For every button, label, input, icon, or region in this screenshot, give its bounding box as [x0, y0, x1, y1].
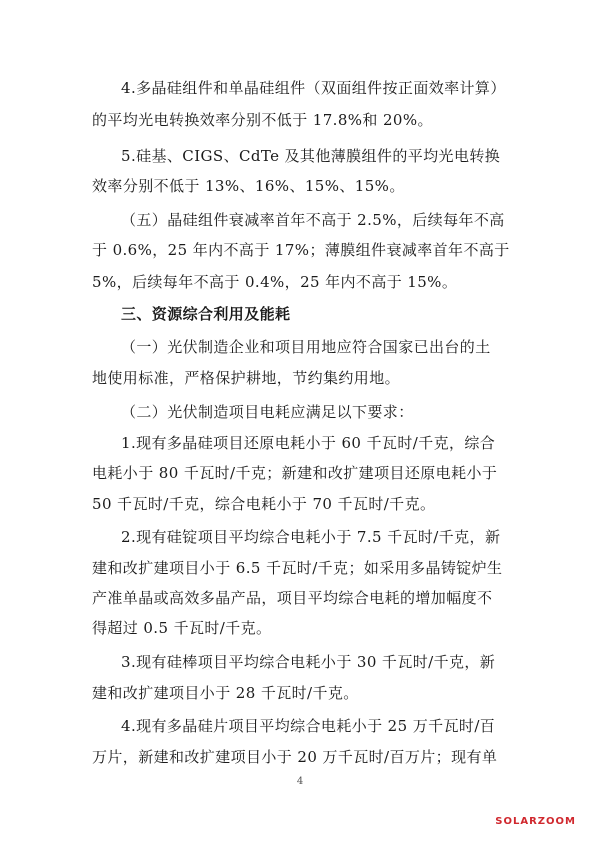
body-line: 3.现有硅棒项目平均综合电耗小于 30 千瓦时/千克，新 — [121, 653, 496, 671]
body-line: 于 0.6%，25 年内不高于 17%；薄膜组件衰减率首年不高于 — [92, 241, 510, 259]
body-line: 得超过 0.5 千瓦时/千克。 — [92, 619, 272, 637]
body-line: 效率分别不低于 13%、16%、15%、15%。 — [92, 177, 405, 195]
body-line: 2.现有硅锭项目平均综合电耗小于 7.5 千瓦时/千克，新 — [121, 528, 501, 546]
body-line: 万片，新建和改扩建项目小于 20 万千瓦时/百万片；现有单 — [92, 748, 498, 766]
body-line: 电耗小于 80 千瓦时/千克；新建和改扩建项目还原电耗小于 — [92, 464, 498, 482]
body-line: （二）光伏制造项目电耗应满足以下要求： — [121, 403, 414, 421]
body-line: 5.硅基、CIGS、CdTe 及其他薄膜组件的平均光电转换 — [121, 147, 501, 165]
body-line: （一）光伏制造企业和项目用地应符合国家已出台的土 — [121, 338, 491, 356]
body-line: 的平均光电转换效率分别不低于 17.8%和 20%。 — [92, 111, 433, 129]
body-line: 产准单晶或高效多晶产品，项目平均综合电耗的增加幅度不 — [92, 589, 493, 607]
body-line: 50 千瓦时/千克，综合电耗小于 70 千瓦时/千克。 — [92, 495, 436, 513]
body-line: 5%，后续每年不高于 0.4%，25 年内不高于 15%。 — [92, 273, 458, 291]
page-number: 4 — [296, 776, 304, 787]
body-line: 建和改扩建项目小于 6.5 千瓦时/千克；如采用多晶铸锭炉生 — [92, 559, 503, 577]
body-line: 4.多晶硅组件和单晶硅组件（双面组件按正面效率计算） — [121, 79, 506, 97]
body-line: 1.现有多晶硅项目还原电耗小于 60 千瓦时/千克，综合 — [121, 434, 496, 452]
body-line: 建和改扩建项目小于 28 千瓦时/千克。 — [92, 684, 359, 702]
solarzoom-watermark: SOLARZOOM — [495, 816, 576, 827]
body-line: 4.现有多晶硅片项目平均综合电耗小于 25 万千瓦时/百 — [121, 717, 496, 735]
body-line: 地使用标准，严格保护耕地，节约集约用地。 — [92, 369, 401, 387]
section-heading: 三、资源综合利用及能耗 — [121, 305, 291, 323]
body-line: （五）晶硅组件衰减率首年不高于 2.5%，后续每年不高 — [121, 211, 505, 229]
